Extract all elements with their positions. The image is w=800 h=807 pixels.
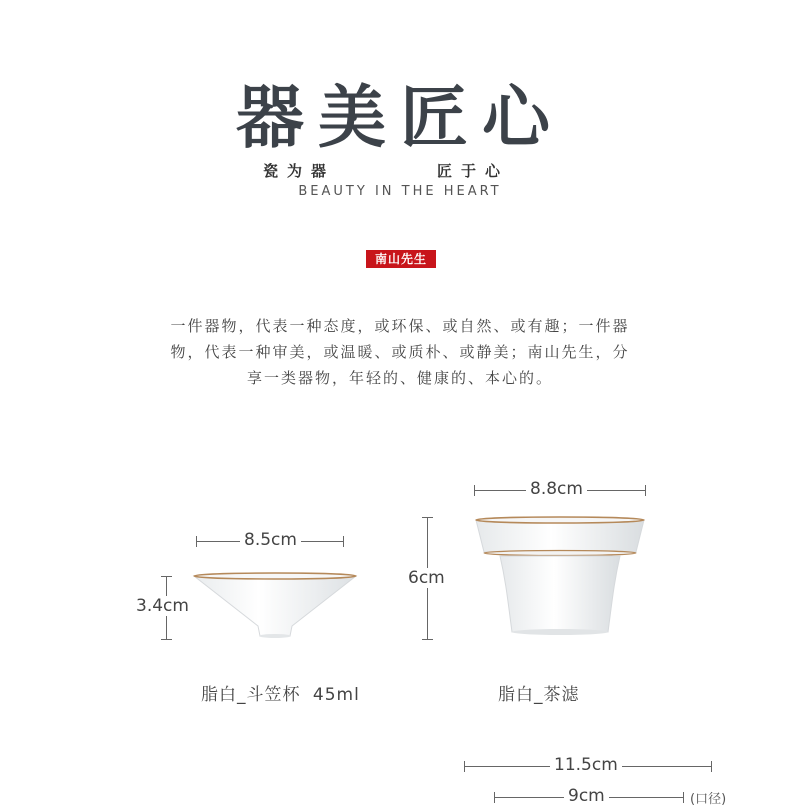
cup-caption — [201, 680, 360, 705]
intro-line-1: 一件器物，代表一种态度，或环保、或自然、或有趣；一件器 — [170, 317, 630, 335]
brand-seal: 南山先生 — [366, 250, 436, 268]
strainer-caption: 脂白_茶滤 — [498, 685, 580, 705]
intro-line-2: 物，代表一种审美，或温暖、或质朴、或静美；南山先生，分 — [170, 343, 630, 361]
cup-width-label: 8.5cm — [240, 530, 301, 550]
strainer-height-label: 6cm — [408, 568, 445, 588]
bottom-width-label-2: 9cm — [564, 786, 609, 806]
cup-image — [190, 570, 360, 642]
subtitle-left: 瓷为器 — [263, 162, 336, 180]
page-title: 器美匠心 — [235, 78, 564, 158]
cup-name: 脂白_斗笠杯 — [201, 685, 301, 705]
subtitle-right: 匠于心 — [437, 162, 510, 180]
strainer-width-dimension — [474, 479, 646, 499]
bottom-width-dimension-2 — [494, 786, 684, 806]
bottom-width-dimension-1 — [464, 755, 712, 775]
cup-capacity: 45ml — [312, 685, 360, 705]
cup-width-dimension — [196, 530, 344, 550]
cup-height-label: 3.4cm — [136, 596, 189, 616]
intro-paragraph — [0, 313, 800, 391]
bottom-note: (口径) — [690, 792, 727, 807]
strainer-image — [472, 512, 648, 642]
intro-line-3: 享一类器物，年轻的、健康的、本心的。 — [246, 369, 553, 387]
bottom-width-label-1: 11.5cm — [550, 755, 622, 775]
subtitle-english: BEAUTY IN THE HEART — [298, 184, 502, 199]
strainer-width-label: 8.8cm — [526, 479, 587, 499]
